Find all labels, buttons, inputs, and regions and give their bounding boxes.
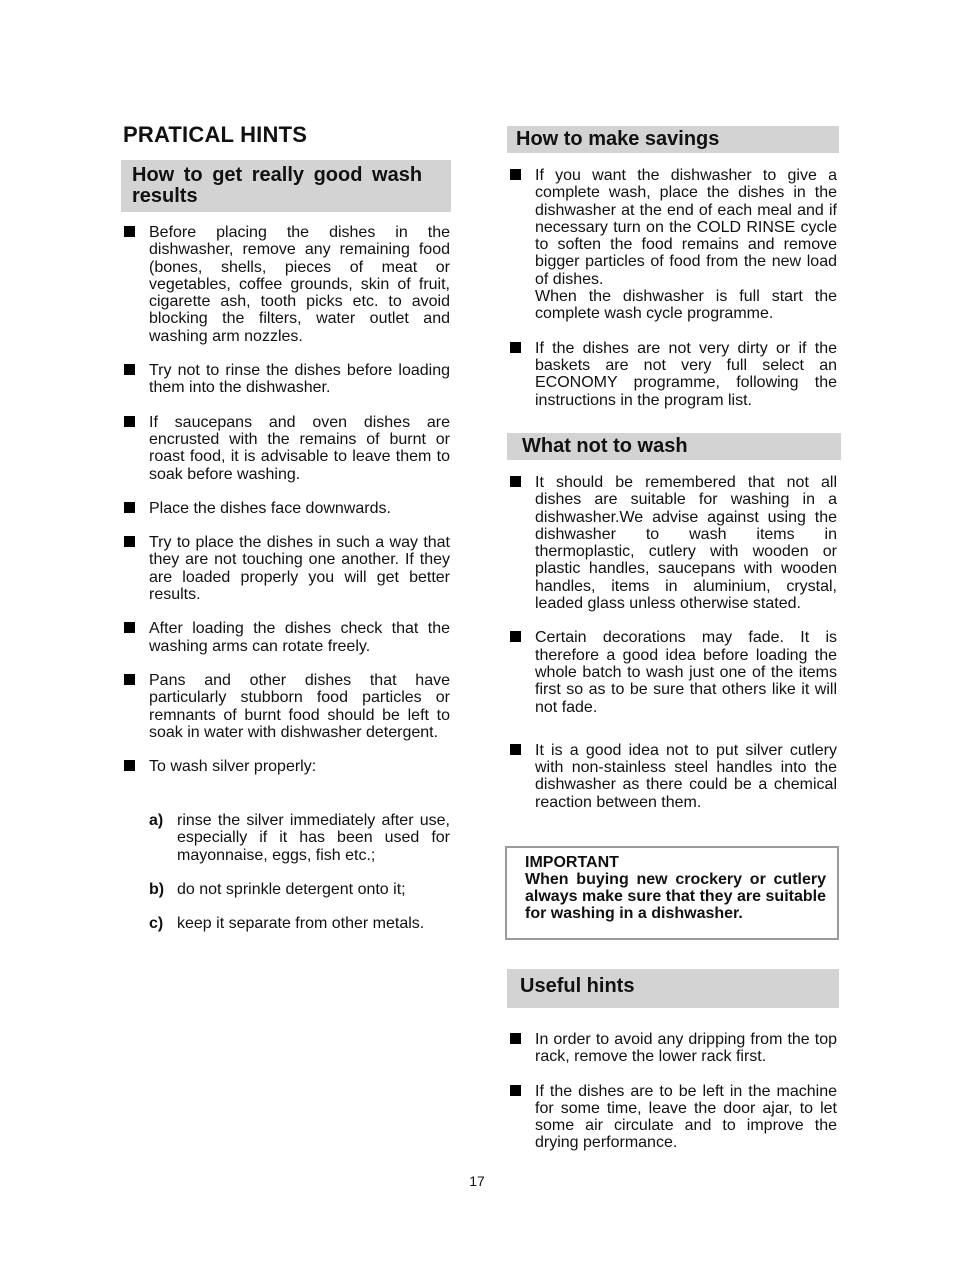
silver-steps-list [149, 812, 450, 949]
section-title: How to make savings [516, 128, 720, 150]
list-item: It should be remembered that not all dishes are suitable for washing in a dishwasher.We advise against using the dishwasher to wash items in thermoplastic, cutlery with wooden or plastic handles, saucepans with wooden handles, items in aluminium, crystal, leaded glass unless otherwise stated. [509, 474, 837, 612]
important-label: IMPORTANT [525, 854, 619, 871]
list-item: If the dishes are to be left in the machine for some time, leave the door ajar, to let some air circulate and to improve the drying performance. [509, 1083, 837, 1152]
useful-hints-list [509, 1031, 837, 1169]
bullet-icon [124, 416, 135, 427]
list-item: Place the dishes face downwards. [123, 500, 450, 517]
bullet-icon [510, 631, 521, 642]
section-header-useful-hints [507, 969, 839, 1008]
bullet-icon [510, 476, 521, 487]
list-item: c) keep it separate from other metals. [149, 915, 425, 933]
list-item: b) do not sprinkle detergent onto it; [149, 880, 406, 898]
list-item: It is a good idea not to put silver cutlery with non-stainless steel handles into the dishwasher as there could be a chemical reaction between them. [509, 742, 837, 811]
bullet-icon [510, 169, 521, 180]
bullet-icon [510, 342, 521, 353]
bullet-icon [124, 226, 135, 237]
section-title: Useful hints [520, 975, 635, 997]
bullet-icon [124, 536, 135, 547]
bullet-icon [510, 1033, 521, 1044]
section-header-wash-results [121, 160, 451, 212]
bullet-icon [124, 760, 135, 771]
bullet-icon [124, 674, 135, 685]
list-item: a) rinse the silver immediately after use, especially if it has been used for mayonnaise, eggs, fish etc.; [149, 812, 450, 864]
important-text: When buying new crockery or cutlery always make sure that they are suitable for washing in a dishwasher. [525, 871, 826, 922]
list-item-note: When the dishwasher is full start the complete wash cycle programme. [535, 288, 837, 323]
wash-results-list [123, 224, 450, 793]
step-marker: b) [149, 880, 165, 898]
bullet-icon [510, 1085, 521, 1096]
not-to-wash-list [509, 474, 837, 828]
list-item: If you want the dishwasher to give a complete wash, place the dishes in the dishwasher at the end of each meal and if necessary turn on the COLD RINSE cycle to soften the food remains and remove bigger particles of food from the new load of dishes. When the dishwasher is full start the complete wash cycle programme. [509, 167, 837, 323]
page-number: 17 [469, 1173, 485, 1189]
list-item: Try not to rinse the dishes before loading them into the dishwasher. [123, 362, 450, 397]
step-marker: a) [149, 812, 164, 829]
bullet-icon [124, 502, 135, 513]
section-header-savings [507, 126, 839, 153]
page-title: PRATICAL HINTS [123, 122, 308, 147]
bullet-icon [124, 622, 135, 633]
list-item: Try to place the dishes in such a way that they are not touching one another. If they are loaded properly you will get better results. [123, 534, 450, 603]
list-item: Before placing the dishes in the dishwasher, remove any remaining food (bones, shells, pieces of meat or vegetables, coffee grounds, skin of fruit, cigarette ash, tooth picks etc. to avoid blocking the filters, water outlet and washing arm nozzles. [123, 224, 450, 345]
list-item: If saucepans and oven dishes are encrusted with the remains of burnt or roast food, it is advisable to leave them to soak before washing. [123, 414, 450, 483]
list-item: Certain decorations may fade. It is therefore a good idea before loading the whole batch to wash just one of the items first so as to be sure that others like it will not fade. [509, 629, 837, 715]
list-item: To wash silver properly: [123, 758, 450, 775]
bullet-icon [124, 364, 135, 375]
important-notice-box [505, 846, 839, 940]
list-item: If the dishes are not very dirty or if the baskets are not very full select an ECONOMY programme, following the instructions in the program list. [509, 340, 837, 409]
bullet-icon [510, 744, 521, 755]
list-item: Pans and other dishes that have particularly stubborn food particles or remnants of burnt food should be left to soak in water with dishwasher detergent. [123, 672, 450, 741]
list-item: After loading the dishes check that the washing arms can rotate freely. [123, 620, 450, 655]
section-header-not-to-wash [507, 433, 841, 460]
section-title: How to get really good wash results [132, 164, 423, 207]
step-marker: c) [149, 915, 164, 933]
savings-list [509, 167, 837, 426]
list-item: In order to avoid any dripping from the top rack, remove the lower rack first. [509, 1031, 837, 1066]
section-title: What not to wash [522, 435, 688, 457]
